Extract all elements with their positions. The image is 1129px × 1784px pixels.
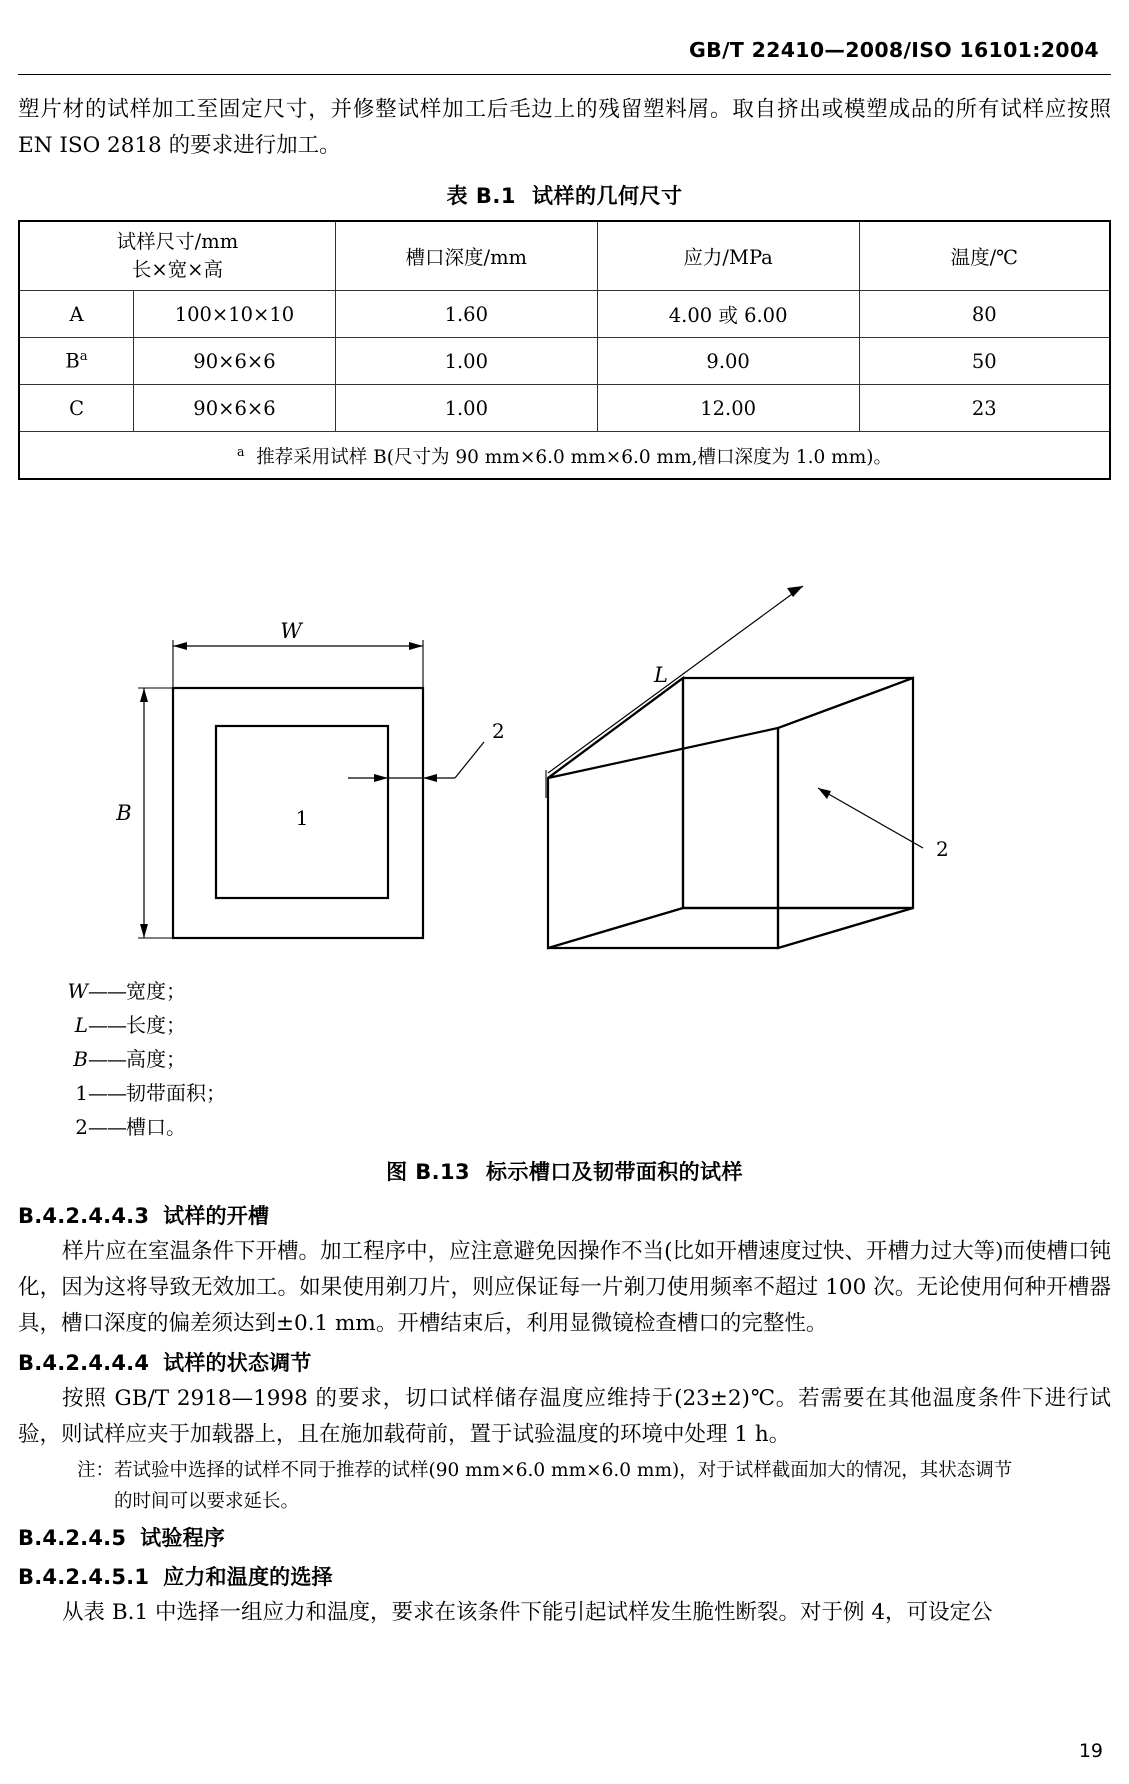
legend-symbol: L bbox=[74, 1013, 88, 1038]
cell-size: 90×6×6 bbox=[134, 338, 336, 385]
header-specimen-size-line1: 试样尺寸/mm bbox=[116, 230, 239, 253]
legend-dash: —— bbox=[88, 979, 126, 1004]
specimen-diagram-svg bbox=[18, 498, 1111, 968]
page-content bbox=[18, 92, 1111, 1631]
header-notch-depth: 槽口深度/mm bbox=[335, 221, 597, 291]
figure-caption-label: 图 B.13 bbox=[386, 1160, 471, 1185]
legend-text: 韧带面积； bbox=[126, 1081, 226, 1106]
isometric-view bbox=[548, 678, 913, 948]
cell-temperature: 50 bbox=[859, 338, 1110, 385]
legend-symbol: 2 bbox=[75, 1115, 88, 1140]
iso-left-end-face bbox=[548, 678, 683, 948]
section-heading-b42451 bbox=[18, 1559, 1111, 1595]
figure-legend bbox=[18, 974, 1111, 1144]
notch-arrow-outer bbox=[423, 774, 437, 782]
cell-type-footnote-marker: a bbox=[79, 349, 88, 365]
note-line-1: 注：若试验中选择的试样不同于推荐的试样(90 mm×6.0 mm×6.0 mm)，对于试样截面加大的情况，其状态调节 bbox=[77, 1460, 1013, 1482]
cell-temperature: 80 bbox=[859, 291, 1110, 338]
legend-dash: —— bbox=[88, 1047, 126, 1072]
legend-item bbox=[18, 1008, 1111, 1042]
legend-symbol: 1 bbox=[75, 1081, 88, 1106]
legend-item bbox=[18, 1042, 1111, 1076]
specimen-dimensions-table bbox=[18, 220, 1111, 480]
figure-b13-illustration bbox=[18, 498, 1111, 968]
iso-top-face bbox=[548, 678, 913, 778]
label-B: B bbox=[116, 801, 132, 826]
table-row bbox=[19, 291, 1110, 338]
figure-caption bbox=[18, 1156, 1111, 1186]
header-specimen-size bbox=[19, 221, 335, 291]
b-arrow-top bbox=[140, 688, 148, 702]
legend-item bbox=[18, 1076, 1111, 1110]
cell-type bbox=[19, 338, 134, 385]
section-number: B.4.2.4.4.3 bbox=[18, 1204, 150, 1229]
header-stress: 应力/MPa bbox=[597, 221, 859, 291]
legend-text: 宽度； bbox=[126, 979, 186, 1004]
table-caption-label: 表 B.1 bbox=[446, 184, 516, 208]
cell-notch-depth: 1.00 bbox=[335, 385, 597, 432]
table-footnote bbox=[19, 432, 1110, 480]
cell-type-text: B bbox=[65, 349, 80, 373]
cell-type bbox=[19, 291, 134, 338]
section-heading-b4245 bbox=[18, 1520, 1111, 1556]
table-caption-title: 试样的几何尺寸 bbox=[531, 184, 683, 208]
table-footnote-row bbox=[19, 432, 1110, 480]
section-heading-b42443 bbox=[18, 1198, 1111, 1234]
legend-symbol: W bbox=[67, 979, 88, 1004]
legend-dash: —— bbox=[88, 1115, 126, 1140]
label-W: W bbox=[280, 619, 302, 644]
section-number: B.4.2.4.5 bbox=[18, 1526, 127, 1551]
closing-paragraph: 从表 B.1 中选择一组应力和温度，要求在该条件下能引起试样发生脆性断裂。对于例 4，可设定公 bbox=[62, 1600, 993, 1626]
legend-text: 高度； bbox=[126, 1047, 186, 1072]
section-number: B.4.2.4.5.1 bbox=[18, 1565, 150, 1590]
table-footnote-text: 推荐采用试样 B(尺寸为 90 mm×6.0 mm×6.0 mm,槽口深度为 1.0 mm)。 bbox=[256, 447, 892, 469]
header-divider bbox=[18, 74, 1111, 75]
cell-type bbox=[19, 385, 134, 432]
section-paragraph-b42444: 按照 GB/T 2918—1998 的要求，切口试样储存温度应维持于(23±2)℃。若需要在其他温度条件下进行试验，则试样应夹于加载器上，且在施加载荷前，置于试验温度的环境中处理 1 h。 bbox=[18, 1386, 1111, 1448]
cell-type-text: C bbox=[69, 396, 84, 420]
legend-dash: —— bbox=[88, 1081, 126, 1106]
table-row bbox=[19, 385, 1110, 432]
cell-stress: 9.00 bbox=[597, 338, 859, 385]
note-line-2: 的时间可以要求延长。 bbox=[114, 1491, 300, 1513]
leader-line-2-front bbox=[455, 742, 484, 778]
legend-symbol: B bbox=[73, 1047, 88, 1072]
leader-line-2-iso bbox=[818, 788, 923, 848]
b-arrow-bottom bbox=[140, 924, 148, 938]
figure-caption-title: 标示槽口及韧带面积的试样 bbox=[486, 1160, 743, 1185]
cell-stress: 4.00 或 6.00 bbox=[597, 291, 859, 338]
cell-type-text: A bbox=[69, 302, 84, 326]
section-title: 应力和温度的选择 bbox=[163, 1565, 333, 1590]
leader-arrow-2-iso bbox=[818, 788, 831, 799]
label-2-iso: 2 bbox=[936, 837, 949, 862]
cell-temperature: 23 bbox=[859, 385, 1110, 432]
section-paragraph-b42443: 样片应在室温条件下开槽。加工程序中，应注意避免因操作不当(比如开槽速度过快、开槽力过大等)而使槽口钝化，因为这将导致无效加工。如果使用剃刀片，则应保证每一片剃刀使用频率不超过 100 次。无论使用何种开槽器具，槽口深度的偏差须达到±0.1 mm。开槽结束后，利用显微镜检查槽口的完整性。 bbox=[18, 1239, 1111, 1337]
table-row bbox=[19, 338, 1110, 385]
table-caption bbox=[18, 180, 1111, 210]
cell-notch-depth: 1.60 bbox=[335, 291, 597, 338]
w-arrow-left bbox=[173, 642, 187, 650]
legend-text: 长度； bbox=[126, 1013, 186, 1038]
legend-item bbox=[18, 974, 1111, 1008]
iso-bottom-face bbox=[548, 908, 913, 948]
table-header-row bbox=[19, 221, 1110, 291]
section-title: 试样的开槽 bbox=[163, 1204, 270, 1229]
legend-text: 槽口。 bbox=[126, 1115, 186, 1140]
header-temperature: 温度/℃ bbox=[859, 221, 1110, 291]
label-2-front: 2 bbox=[492, 719, 505, 744]
legend-item bbox=[18, 1110, 1111, 1144]
page-number: 19 bbox=[1078, 1740, 1103, 1762]
section-title: 试样的状态调节 bbox=[163, 1351, 312, 1376]
w-arrow-right bbox=[409, 642, 423, 650]
cell-size: 90×6×6 bbox=[134, 385, 336, 432]
label-1: 1 bbox=[295, 806, 309, 831]
page-header-standard-code: GB/T 22410—2008/ISO 16101:2004 bbox=[689, 38, 1099, 62]
intro-paragraph: 塑片材的试样加工至固定尺寸，并修整试样加工后毛边上的残留塑料屑。取自挤出或模塑成品的所有试样应按照 EN ISO 2818 的要求进行加工。 bbox=[18, 97, 1111, 158]
section-number: B.4.2.4.4.4 bbox=[18, 1351, 150, 1376]
cell-size: 100×10×10 bbox=[134, 291, 336, 338]
label-L: L bbox=[654, 663, 668, 688]
cell-stress: 12.00 bbox=[597, 385, 859, 432]
notch-arrow-inner bbox=[374, 774, 388, 782]
l-dimension-line bbox=[548, 586, 803, 773]
legend-dash: —— bbox=[88, 1013, 126, 1038]
table-footnote-marker: a bbox=[237, 444, 245, 459]
cell-notch-depth: 1.00 bbox=[335, 338, 597, 385]
section-heading-b42444 bbox=[18, 1345, 1111, 1381]
section-title: 试验程序 bbox=[140, 1526, 225, 1551]
header-specimen-size-line2: 长×宽×高 bbox=[131, 258, 224, 281]
